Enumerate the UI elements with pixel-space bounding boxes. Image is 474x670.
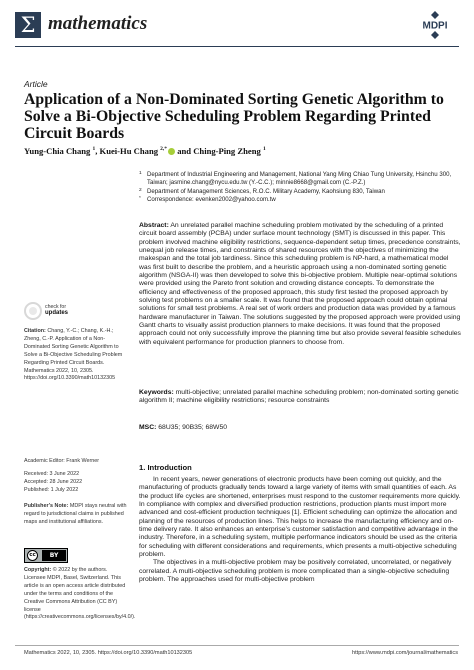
badge-line: updates [45,310,69,317]
author-affil-sup: 1 [262,146,266,153]
footer-citation: Mathematics 2022, 10, 2305. https://doi.org/10.3390/math10132305 [24,650,193,656]
abstract [139,222,461,347]
author-name: Kuei-Hu Chang [99,146,159,156]
article-title: Application of a Non-Dominated Sorting Genetic Algorithm to Solve a Bi-Objective Scheduling Problem Regarding Printed Circuit Boards [24,91,444,142]
orcid-icon[interactable] [168,148,175,155]
copyright-block [24,567,136,622]
keywords-label: Keywords: [139,389,174,396]
copyright-text: © 2022 by the authors. Licensee MDPI, Basel, Switzerland. This article is an open access article distributed under the terms and conditions of the Creative Commons Attribution (CC BY) license (https://creativecommons.org/licenses/by/4.0/). [24,567,136,621]
cc-license-icon[interactable] [24,548,68,563]
received-date: Received: 3 June 2022 [24,471,80,477]
paragraph: In recent years, newer generations of electronic products have been coming out quickly, and the manufacturing of products gradually tends toward a large variety of items with small quantities of each. As the product life cycles are shortened, enterprises must respond to the customer requirements more quickly. In compliance with complex and diversified production restrictions, production plants must import more advanced and cost-efficient production techniques [1]. Efficient scheduling can optimize the allocation and planning of the resources of production lines. This helps to increase the manufacturing efficiency and on-time delivery rate. It also enhances an enterprise’s customer satisfaction and competitive advantage in the industry. Therefore, in a scheduling system, multiple performance indicators should be used as the criteria for scheduling with different considerations and requirements, which presents a multi-objective scheduling problem. [139,476,461,559]
accepted-date: Accepted: 28 June 2022 [24,478,83,485]
header-rule [15,46,459,47]
correspondence-text: Correspondence: evenken2002@yahoo.com.tw [147,196,276,204]
publisher-note-label: Publisher’s Note: [24,503,69,509]
footer-journal-link[interactable]: https://www.mdpi.com/journal/mathematics [351,650,458,656]
published-date: Published: 1 July 2022 [24,486,79,493]
abstract-text: An unrelated parallel machine scheduling problem motivated by the scheduling of a printed circuit board assembly (PCBA) under surface mount technology (SMT) is discussed in this paper. This problem involved machine eligibility restrictions, sequence-dependent setup times, precedence constraints, unequal job release times, and constraints of shared resources with the objectives of minimizing the makespan and the total job tardiness. Since this scheduling problem is NP-hard, a mathematical model was first built to describe the problem, and a heuristic approach using a non-dominated sorting genetic algorithm (NSGA-II) was then developed to solve this bi-objective problem. Multiple near-optimal solutions were provided using the Pareto front solution and crowding distance concepts. To demonstrate the efficiency and effectiveness of the proposed approach, this study first tested the proposed approach by solving test problems on a smaller scale. It was found that the proposed approach could obtain optimal solutions for small test problems. A real set of work orders and production data was provided by a famous hardware manufacturer in Taiwan. The solutions suggested by the proposed approach were provided using Gantt charts to visually assist production planners to make decisions. It was found that the proposed approach could not only successfully improve the planning time but also provide several feasible schedules with equivalent performance for production planners to choose from. [139,222,461,346]
cc-icon: cc [27,550,38,561]
abstract-label: Abstract: [139,222,169,229]
badge-text [45,304,68,316]
msc-codes [139,424,461,432]
citation-block [24,328,128,383]
citation-label: Citation: [24,328,46,334]
affiliation-item [139,188,459,196]
author-separator: , [95,146,100,156]
mdpi-logo [410,11,460,39]
check-updates-icon [24,302,42,320]
author-list [24,146,454,156]
affiliation-number: 2 [139,187,142,193]
badge-line: check for [45,304,67,310]
affiliations [139,171,459,205]
affiliation-text: Department of Industrial Engineering and Management, National Yang Ming Chiao Tung University, Hsinchu 300, Taiwan; jasmine.chang@nycu.edu.tw (Y.-C.C.); minnie8668@gmail.com (C.-P.Z.) [147,171,452,187]
paragraph: The objectives in a multi-objective problem may be positively correlated, uncorrelated, or negatively correlated. A multi-objective scheduling problem is more complicated than a single-objective scheduling problem. The approaches used for multi-objective problem [139,559,452,584]
copyright-label: Copyright: [24,567,52,573]
keywords-text: multi-objective; unrelated parallel machine scheduling problem; non-dominated sorting genetic algorithm II; machine eligibility restrictions; resource constraints [139,389,459,405]
msc-label: MSC: [139,424,157,431]
article-type: Article [24,79,48,89]
publisher-note [24,503,128,527]
journal-logo-icon: Σ [15,12,41,38]
citation-text: Chang, Y.-C.; Chang, K.-H.; Zheng, C.-P. Application of a Non-Dominated Sorting Genetic Algorithm to Solve a Bi-Objective Scheduling Problem Regarding Printed Circuit Boards. Mathematics 2022, 10, 2305. https://doi.org/10.3390/math10132305 [24,328,123,382]
affiliation-number: * [139,196,141,202]
affiliation-number: 1 [139,171,142,176]
by-icon: BY [42,550,66,561]
author-affil-sup: 2,* [160,146,168,153]
affiliation-text: Department of Management Sciences, R.O.C. Military Academy, Kaohsiung 830, Taiwan [147,187,385,195]
academic-editor: Academic Editor: Frank Werner [24,458,100,464]
introduction-body [139,476,461,584]
msc-text: 68U35; 90B35; 68W50 [158,424,228,431]
affiliation-item [139,171,459,188]
footer-rule [15,645,459,646]
keywords [139,389,461,406]
check-for-updates-badge[interactable] [24,302,84,322]
mdpi-logo-text: MDPI [422,20,448,32]
dates-block [24,471,128,495]
publisher-note-text: MDPI stays neutral with regard to jurisdictional claims in published maps and institutional affiliations. [24,503,127,525]
author-separator: and [175,146,194,156]
journal-name: mathematics [48,13,148,34]
affiliation-item [139,196,459,204]
author-name: Yung-Chia Chang [24,146,91,156]
author-affil-sup: 1 [92,146,96,153]
author-name: Ching-Ping Zheng [193,146,261,156]
section-heading: 1. Introduction [139,463,192,472]
